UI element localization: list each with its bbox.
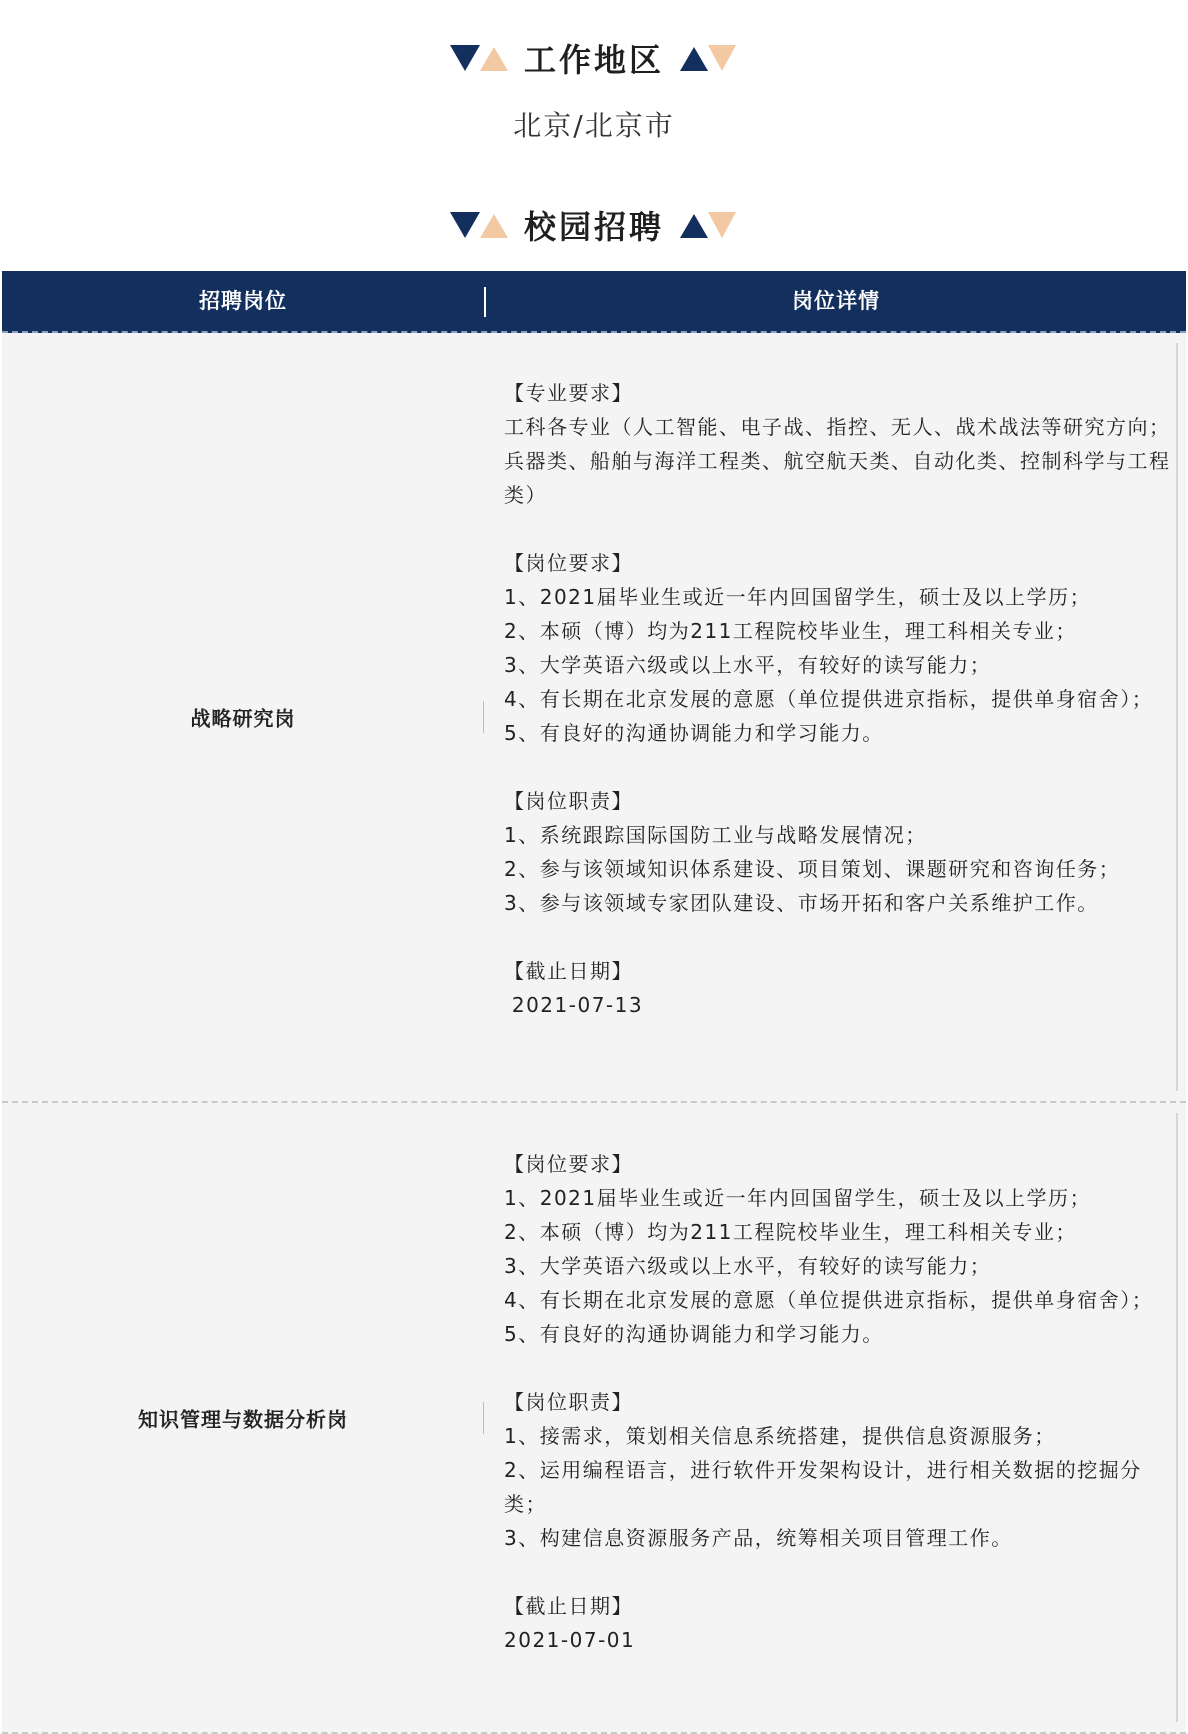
detail-line: 1、2021届毕业生或近一年内回国留学生，硕士及以上学历； bbox=[504, 1186, 1092, 1210]
column-divider bbox=[483, 701, 484, 733]
detail-line: 3、参与该领域专家团队建设、市场开拓和客户关系维护工作。 bbox=[504, 891, 1099, 915]
detail-heading: 【专业要求】 bbox=[504, 381, 633, 405]
detail-block-deadline bbox=[504, 954, 1176, 1022]
detail-heading: 【岗位要求】 bbox=[504, 551, 633, 575]
detail-block-job-requirements bbox=[504, 546, 1176, 750]
detail-heading: 【截止日期】 bbox=[504, 959, 633, 983]
deadline-date: 2021-07-01 bbox=[504, 1628, 636, 1652]
column-header-position: 招聘岗位 bbox=[199, 289, 287, 313]
detail-line: 4、有长期在北京发展的意愿（单位提供进京指标，提供单身宿舍）； bbox=[504, 687, 1154, 711]
detail-line: 3、大学英语六级或以上水平，有较好的读写能力； bbox=[504, 653, 992, 677]
triangle-decoration-icon bbox=[450, 43, 510, 73]
section-title-work-area bbox=[0, 34, 1188, 82]
position-details bbox=[504, 376, 1176, 1022]
detail-heading: 【岗位职责】 bbox=[504, 789, 633, 813]
row-edge-line bbox=[1176, 343, 1178, 1091]
detail-line: 1、系统跟踪国际国防工业与战略发展情况； bbox=[504, 823, 927, 847]
detail-line: 5、有良好的沟通协调能力和学习能力。 bbox=[504, 1322, 884, 1346]
table-row bbox=[2, 333, 1186, 1103]
triangle-decoration-icon bbox=[450, 210, 510, 240]
deadline-date: 2021-07-13 bbox=[504, 993, 644, 1017]
position-name: 战略研究岗 bbox=[190, 706, 296, 731]
detail-block-major-requirements bbox=[504, 376, 1176, 512]
detail-line: 2、本硕（博）均为211工程院校毕业生，理工科相关专业； bbox=[504, 1220, 1077, 1244]
detail-block-deadline bbox=[504, 1589, 1176, 1657]
detail-block-responsibilities bbox=[504, 784, 1176, 920]
detail-heading: 【截止日期】 bbox=[504, 1594, 633, 1618]
detail-line: 2、运用编程语言，进行软件开发架构设计，进行相关数据的挖掘分类； bbox=[504, 1458, 1142, 1516]
detail-line: 1、接需求，策划相关信息系统搭建，提供信息资源服务； bbox=[504, 1424, 1056, 1448]
triangle-decoration-icon bbox=[678, 43, 738, 73]
detail-block-responsibilities bbox=[504, 1385, 1176, 1555]
section-title-campus-recruit bbox=[0, 201, 1188, 249]
detail-line: 3、构建信息资源服务产品，统筹相关项目管理工作。 bbox=[504, 1526, 1013, 1550]
row-edge-line bbox=[1176, 1113, 1178, 1722]
detail-line: 工科各专业（人工智能、电子战、指控、无人、战术战法等研究方向；兵器类、船舶与海洋工程类、航空航天类、自动化类、控制科学与工程类） bbox=[504, 415, 1171, 507]
position-name: 知识管理与数据分析岗 bbox=[138, 1407, 348, 1431]
table-header bbox=[2, 271, 1186, 333]
column-divider bbox=[483, 1402, 484, 1434]
column-header-details: 岗位详情 bbox=[792, 289, 880, 313]
position-details bbox=[504, 1147, 1176, 1657]
work-area-value: 北京/北京市 bbox=[513, 109, 675, 142]
detail-line: 5、有良好的沟通协调能力和学习能力。 bbox=[504, 721, 884, 745]
detail-heading: 【岗位要求】 bbox=[504, 1152, 633, 1176]
detail-line: 2、参与该领域知识体系建设、项目策划、课题研究和咨询任务； bbox=[504, 857, 1121, 881]
detail-heading: 【岗位职责】 bbox=[504, 1390, 633, 1414]
section-title-label: 校园招聘 bbox=[523, 208, 664, 246]
triangle-decoration-icon bbox=[678, 210, 738, 240]
detail-block-job-requirements bbox=[504, 1147, 1176, 1351]
section-title-label: 工作地区 bbox=[523, 41, 664, 79]
table-row bbox=[2, 1103, 1186, 1734]
detail-line: 1、2021届毕业生或近一年内回国留学生，硕士及以上学历； bbox=[504, 585, 1092, 609]
detail-line: 2、本硕（博）均为211工程院校毕业生，理工科相关专业； bbox=[504, 619, 1077, 643]
detail-line: 4、有长期在北京发展的意愿（单位提供进京指标，提供单身宿舍）； bbox=[504, 1288, 1154, 1312]
detail-line: 3、大学英语六级或以上水平，有较好的读写能力； bbox=[504, 1254, 992, 1278]
